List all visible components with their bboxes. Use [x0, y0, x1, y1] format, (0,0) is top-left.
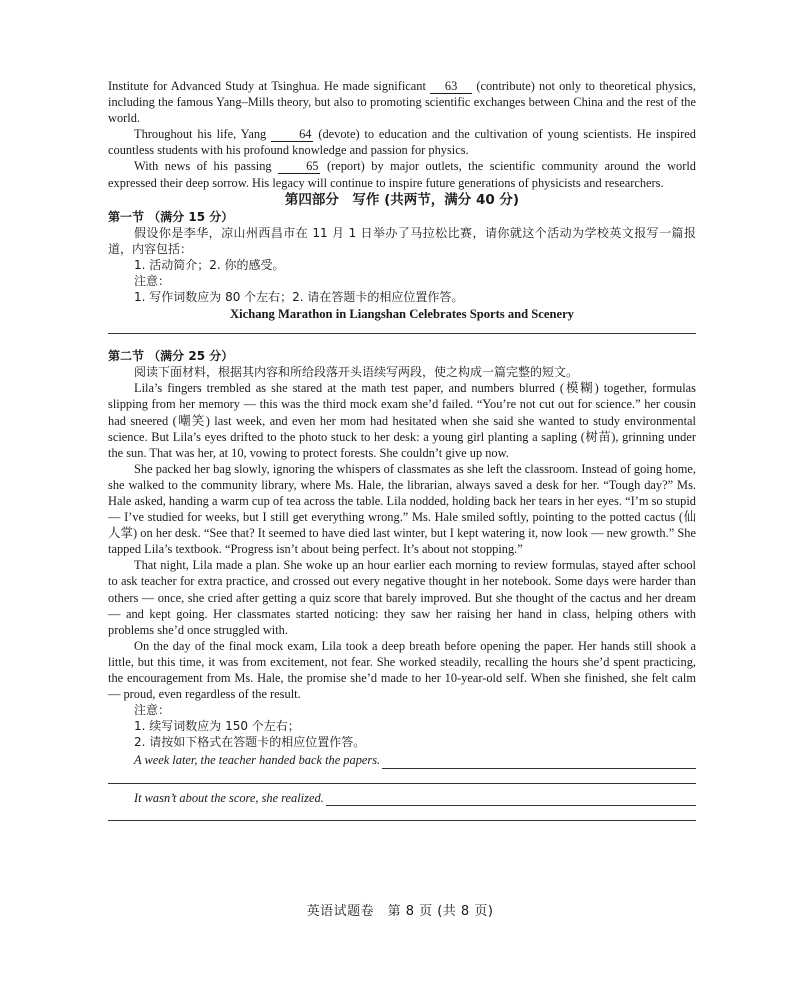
answer-line — [108, 333, 696, 334]
passage-paragraph-1 — [108, 78, 696, 126]
section2-prompt: 阅读下面材料，根据其内容和所给段落开头语续写两段，使之构成一篇完整的短文。 — [134, 365, 579, 380]
answer-line — [108, 783, 696, 784]
passage-text: With news of his passing — [134, 159, 272, 174]
section2-note-label: 注意： — [134, 703, 171, 718]
continuation-start-1 — [108, 752, 696, 768]
section1-note-label: 注意： — [134, 273, 171, 288]
essay-title: Xichang Marathon in Liangshan Celebrates Sports and Scenery — [230, 307, 574, 322]
continuation-start-2 — [108, 790, 696, 806]
answer-line — [382, 756, 696, 769]
passage-text: (report) by major outlets, the scientific community around the world expressed their deep sorrow. His legacy will continue to inspire future generations of physicists and researchers. — [108, 159, 696, 190]
paragraph-opener-2: It wasn’t about the score, she realized. — [134, 790, 324, 805]
passage-text: (contribute) not only to theoretical physics, including the famous Yang–Mills theory, but also to promoting scientific exchanges between China and the rest of the world. — [108, 79, 696, 126]
passage-text: (devote) to education and the cultivation of young scientists. He inspired countless students with his profound knowledge and passion for physics. — [108, 127, 696, 158]
blank-64: 64 — [271, 128, 313, 142]
section1-items: 1. 活动简介；2. 你的感受。 — [134, 257, 285, 272]
passage-paragraph-2 — [108, 126, 696, 158]
section2-note-2: 2. 请按如下格式在答题卡的相应位置作答。 — [134, 735, 366, 750]
paragraph-opener-1: A week later, the teacher handed back the papers. — [134, 753, 381, 768]
section2-title: 第二节 （满分 25 分） — [108, 349, 234, 364]
story-paragraph-4: On the day of the final mock exam, Lila took a deep breath before opening the paper. Her hands still shook a little, but this time, it was from excitement, not fear. She worked steadily, recalling the hours she’d spent practicing, the encouragement from Ms. Hale, the promise she’d made to her 10-year-old self. When she finished, she felt calm — proud, even regardless of the result. — [108, 638, 696, 702]
answer-line — [326, 793, 696, 806]
passage-paragraph-3 — [108, 158, 696, 190]
story-paragraph-2: She packed her bag slowly, ignoring the whispers of classmates as she left the classroom. Instead of going home, she walked to the community library, where Ms. Hale, the librarian, always saved a desk for her. “Tough day?” Ms. Hale asked, handing a warm cup of tea across the table. Lila nodded, holding back her tears in her eyes. “I’m so stupid — I’ve studied for weeks, but I still get everything wrong.” Ms. Hale smiled softly, pointing to the potted cactus (仙人掌) on her desk. “See that? It seemed to have died last winter, but I kept watering it, now look — new growth.” She tapped Lila’s textbook. “Progress isn’t about being perfect. It’s about not stopping.” — [108, 461, 696, 557]
part4-heading: 第四部分 写作 (共两节，满分 40 分) — [284, 191, 520, 208]
section1-note: 1. 写作词数应为 80 个左右；2. 请在答题卡的相应位置作答。 — [134, 290, 464, 305]
blank-63: 63 — [430, 80, 472, 94]
section1-title: 第一节 （满分 15 分） — [108, 209, 234, 224]
blank-65: 65 — [278, 160, 320, 174]
section2-note-1: 1. 续写词数应为 150 个左右； — [134, 719, 300, 734]
exam-page — [108, 78, 696, 821]
story-paragraph-3: That night, Lila made a plan. She woke up an hour earlier each morning to review formulas, stayed after school to ask teacher for extra practice, and crossed out every negative thought in her notebook. Some days were harder than others — once, she cried after getting a quiz score that barely improved. But she thought of the cactus and her dream — and kept going. Her classmates started noticing: they saw her raising her hand in class, helping others with problems she’d once struggled with. — [108, 558, 696, 637]
story-paragraph-1: Lila’s fingers trembled as she stared at the math test paper, and numbers blurred (模糊) together, formulas slipping from her memory — this was the third mock exam she’d failed. “You’re not cut out for science.” her cousin had sneered (嘲笑) last week, and even her mom had hesitated when she said she wanted to study environmental science. But Lila’s eyes drifted to the photo stuck to her desk: a young girl planting a sapling (树苗), grinning under the sun. That was her, at 10, vowing to protect forests. She couldn’t give up now. — [108, 381, 696, 460]
passage-text: Institute for Advanced Study at Tsinghua. He made significant — [108, 79, 426, 93]
answer-line — [108, 820, 696, 821]
passage-text: Throughout his life, Yang — [134, 127, 267, 142]
page-footer: 英语试题卷 第 8 页 (共 8 页) — [306, 904, 494, 919]
section1-prompt: 假设你是李华，凉山州西昌市在 11 月 1 日举办了马拉松比赛，请你就这个活动为学校英文报写一篇报道，内容包括： — [108, 225, 696, 256]
